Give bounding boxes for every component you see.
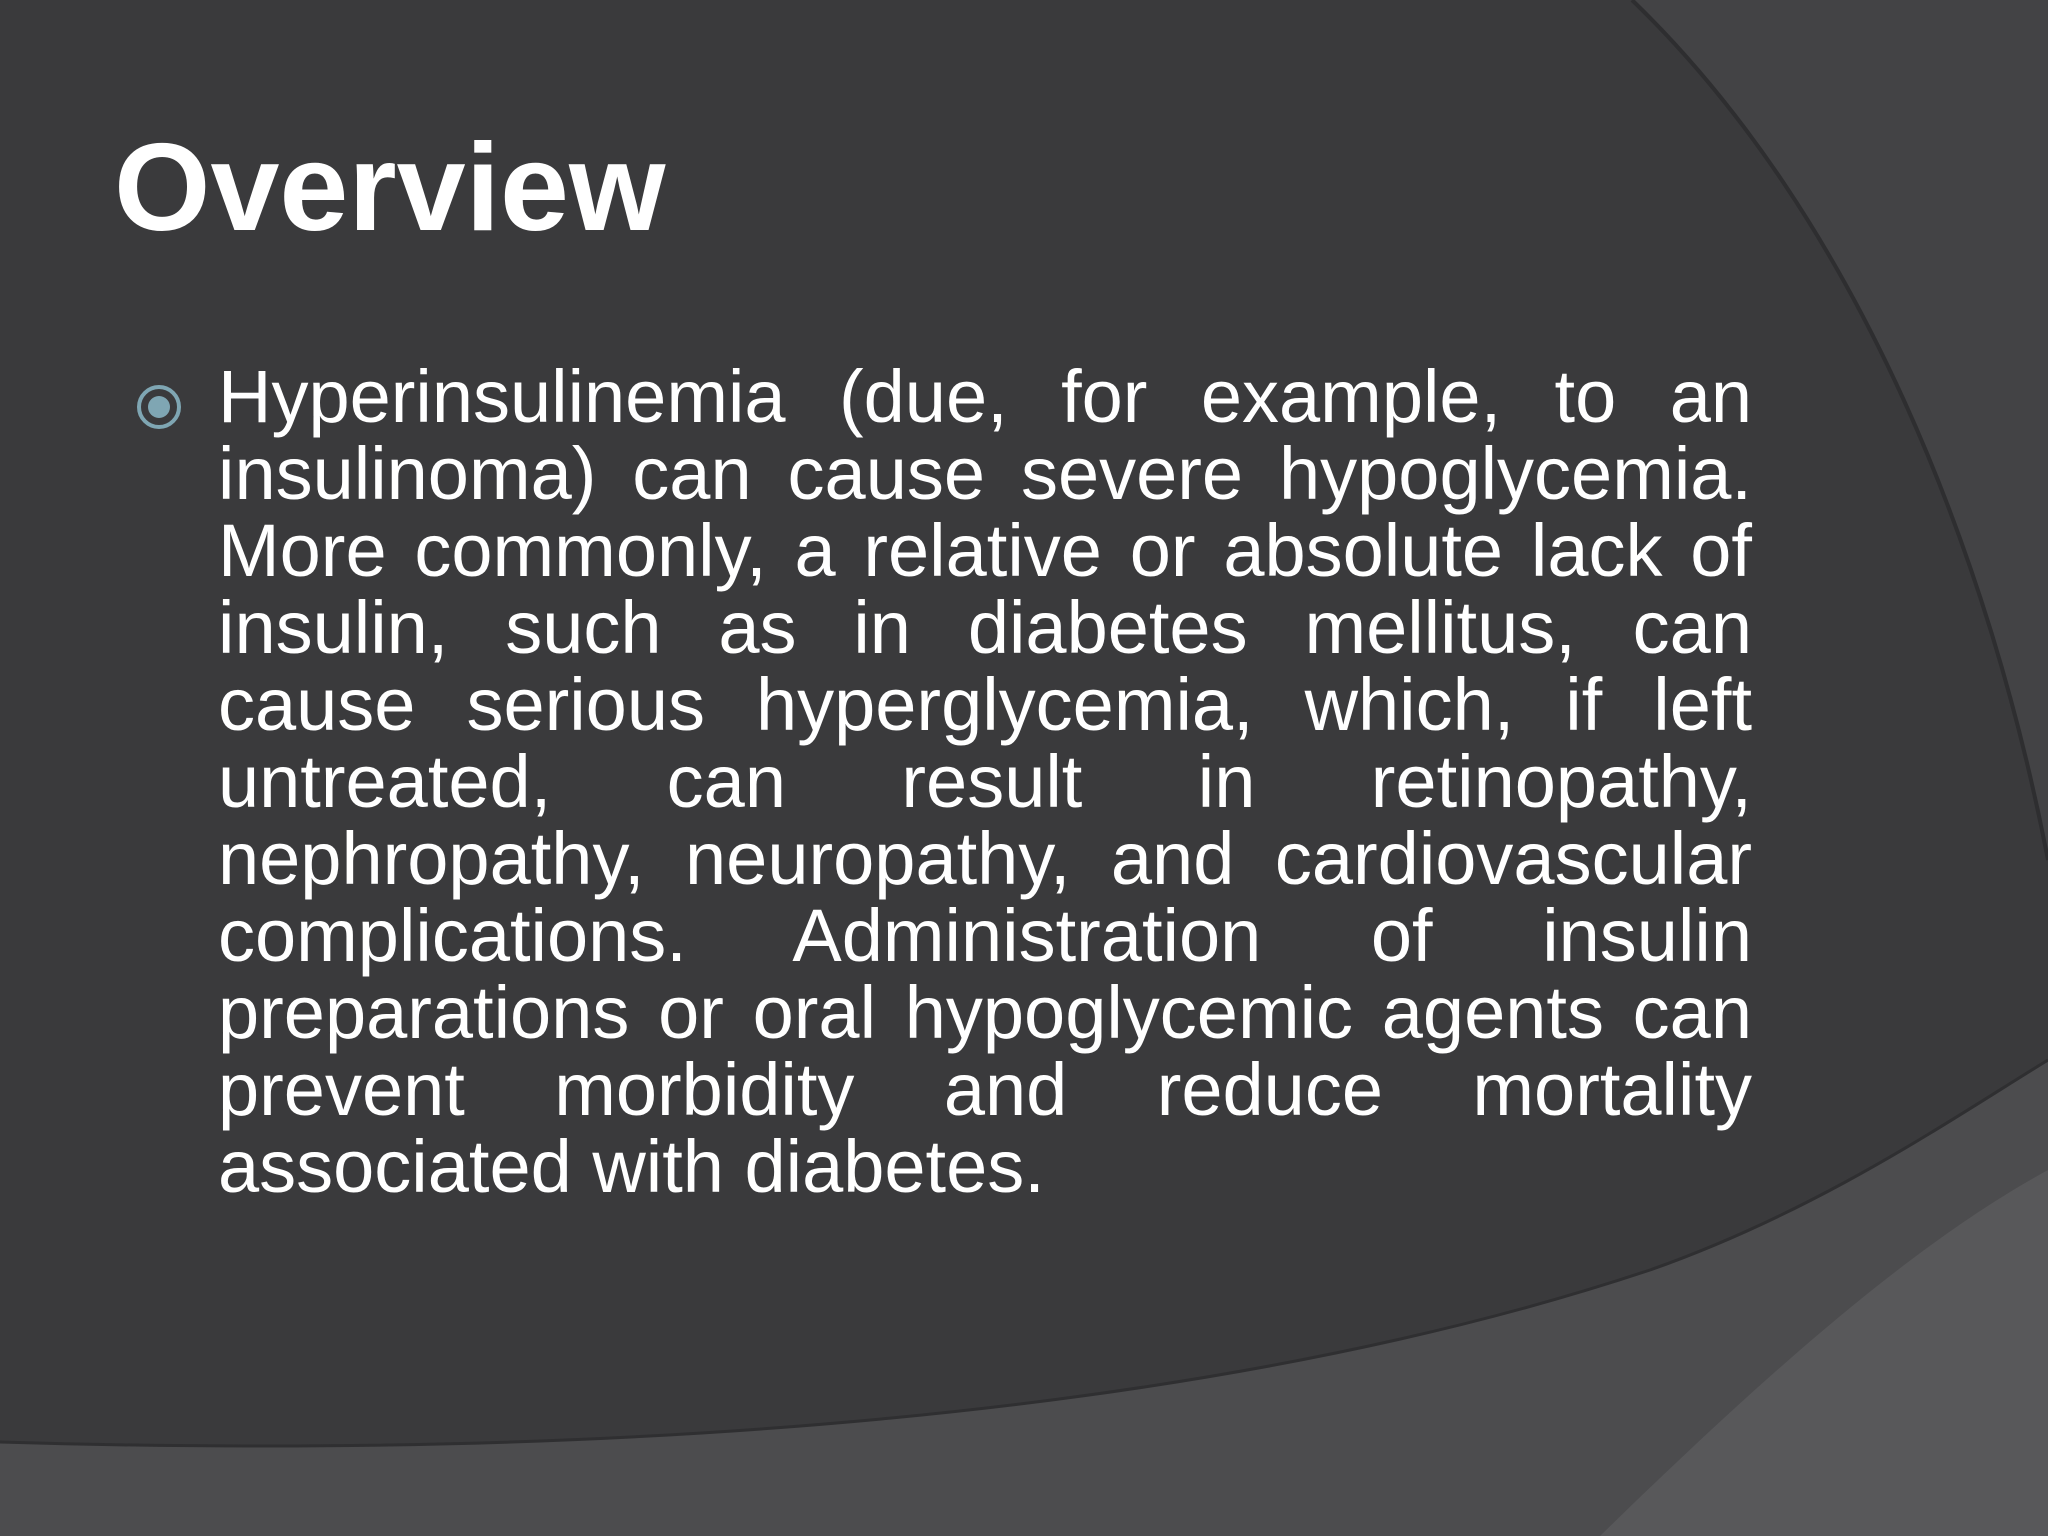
bullet-text: Hyperinsulinemia (due, for example, to an insulinoma) can cause severe hypoglycemia. More commonly, a relative or absolute lack of insulin, such as in diabetes mellitus, can cause serious hyperglycemia, which, if left untreated, can result in retinopathy, nephropathy, neuropathy, and cardiovascular complications. Administration of insulin preparations or oral hypoglycemic agents can prevent morbidity and reduce mortality associated with diabetes. [218,355,1752,1208]
slide-title: Overview [114,119,666,257]
circle-bullet-icon [134,382,184,432]
